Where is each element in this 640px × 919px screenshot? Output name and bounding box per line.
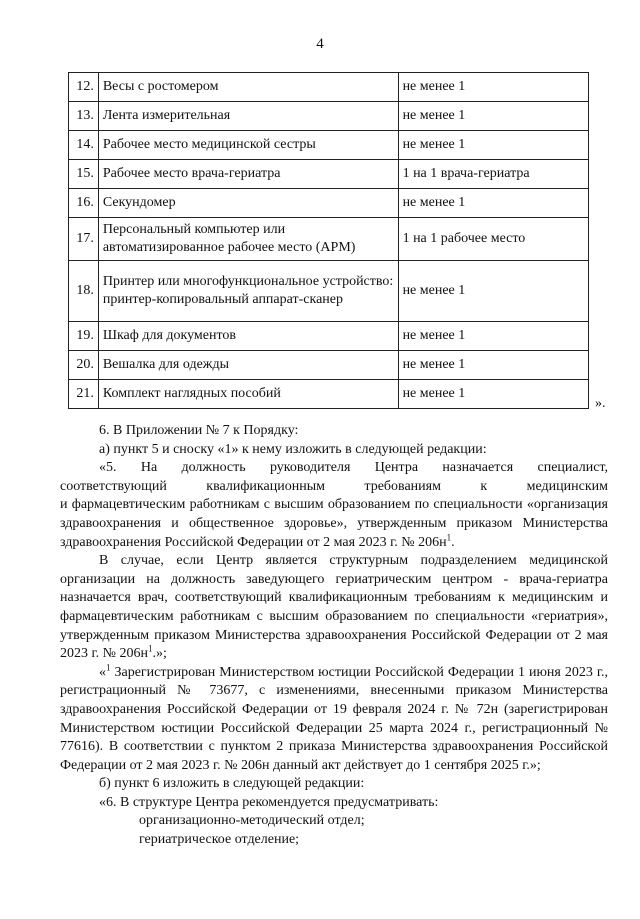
- paragraph-item-6: «6. В структуре Центра рекомендуется предусматривать:: [99, 794, 439, 810]
- table-row: [69, 73, 589, 102]
- equipment-quantity: не менее 1: [398, 322, 588, 351]
- table-row: [69, 351, 589, 380]
- equipment-quantity: не менее 1: [398, 73, 588, 102]
- equipment-quantity: не менее 1: [398, 102, 588, 131]
- table-row: [69, 189, 589, 218]
- paragraph-section-6: 6. В Приложении № 7 к Порядку:: [99, 423, 299, 438]
- table-row: [69, 261, 589, 322]
- row-number: 16.: [69, 189, 99, 218]
- equipment-name: Рабочее место врача-гериатра: [98, 160, 398, 189]
- equipment-quantity: не менее 1: [398, 261, 588, 322]
- footnote-marker: 1: [106, 662, 111, 673]
- row-number: 20.: [69, 351, 99, 380]
- equipment-quantity: не менее 1: [398, 351, 588, 380]
- paragraph-item-a: а) пункт 5 и сноску «1» к нему изложить в следующей редакции:: [99, 441, 487, 457]
- equipment-table: [68, 72, 589, 409]
- equipment-name: Вешалка для одежды: [98, 351, 398, 380]
- equipment-name: Лента измерительная: [98, 102, 398, 131]
- row-number: 17.: [69, 218, 99, 261]
- list-item: организационно-методический отдел;: [139, 813, 365, 829]
- table-row: [69, 102, 589, 131]
- table-row: [69, 380, 589, 409]
- row-number: 21.: [69, 380, 99, 409]
- equipment-name: Шкаф для документов: [98, 322, 398, 351]
- equipment-name: Персональный компьютер или автоматизированное рабочее место (АРМ): [98, 218, 398, 261]
- row-number: 19.: [69, 322, 99, 351]
- paragraph-item-b: б) пункт 6 изложить в следующей редакции:: [99, 776, 365, 792]
- paragraph-center-head-end: .»;: [152, 646, 167, 662]
- paragraph-item-5-text: и фармацевтическим работникам с высшим образованием по специальности «организация здравоохранения и общественное здоровье», утвержденным приказом Министерства здравоохранения Российской Федерации от 2 мая 2023 г. № 206н: [60, 497, 608, 550]
- row-number: 15.: [69, 160, 99, 189]
- equipment-table-wrapper: [68, 72, 589, 409]
- equipment-name: Принтер или многофункциональное устройство: принтер-копировальный аппарат-сканер: [98, 261, 398, 322]
- equipment-quantity: не менее 1: [398, 380, 588, 409]
- paragraph-item-5-line2: соответствующий квалификационным требованиям к медицинским: [60, 478, 608, 494]
- paragraph-footnote: [60, 664, 608, 776]
- row-number: 12.: [69, 73, 99, 102]
- paragraph-item-5-end: .: [451, 534, 455, 550]
- equipment-name: Секундомер: [98, 189, 398, 218]
- table-closing-mark: ».: [595, 396, 606, 411]
- equipment-table-body: [69, 73, 589, 409]
- paragraph-item-5-line1: «5. На должность руководителя Центра назначается специалист,: [99, 460, 608, 476]
- equipment-name: Весы с ростомером: [98, 73, 398, 102]
- paragraph-center-head: [60, 552, 608, 664]
- paragraph-center-head-text: В случае, если Центр является структурным подразделением медицинской организации на должность заведующего гериатрическим центром - врача-гериатра назначается врач, соответствующий квалификационным требованиям к медицинским и фармацевтическим работникам с высшим образованием по специальности «гериатрия», утвержденным приказом Министерства здравоохранения Российской Федерации от 2 мая 2023 г. № 206н: [60, 553, 608, 662]
- table-row: [69, 322, 589, 351]
- equipment-name: Комплект наглядных пособий: [98, 380, 398, 409]
- page-number: 4: [316, 36, 324, 52]
- footnote-marker: 1: [446, 531, 452, 542]
- paragraph-item-5-rest: [60, 496, 608, 552]
- row-number: 18.: [69, 261, 99, 322]
- equipment-quantity: 1 на 1 врача-гериатра: [398, 160, 588, 189]
- table-row: [69, 218, 589, 261]
- footnote-marker: 1: [148, 643, 153, 654]
- equipment-quantity: не менее 1: [398, 189, 588, 218]
- equipment-name: Рабочее место медицинской сестры: [98, 131, 398, 160]
- list-item: гериатрическое отделение;: [139, 832, 300, 848]
- row-number: 14.: [69, 131, 99, 160]
- footnote-open-quote: «: [99, 664, 106, 680]
- equipment-quantity: не менее 1: [398, 131, 588, 160]
- document-body: [60, 422, 608, 850]
- table-row: [69, 131, 589, 160]
- row-number: 13.: [69, 102, 99, 131]
- equipment-quantity: 1 на 1 рабочее место: [398, 218, 588, 261]
- table-row: [69, 160, 589, 189]
- footnote-text: Зарегистрирован Министерством юстиции Российской Федерации 1 июня 2023 г., регистрационный № 73677, с изменениями, внесенными приказом Министерства здравоохранения Российской Федерации от 19 февраля 2024 г. № 72н (зарегистрирован Министерством юстиции Российской Федерации 25 марта 2024 г., регистрационный № 77616). В соответствии с пунктом 2 приказа Министерства здравоохранения Российской Федерации от 2 мая 2023 г. № 206н данный акт действует до 1 сентября 2025 г.»;: [60, 664, 608, 773]
